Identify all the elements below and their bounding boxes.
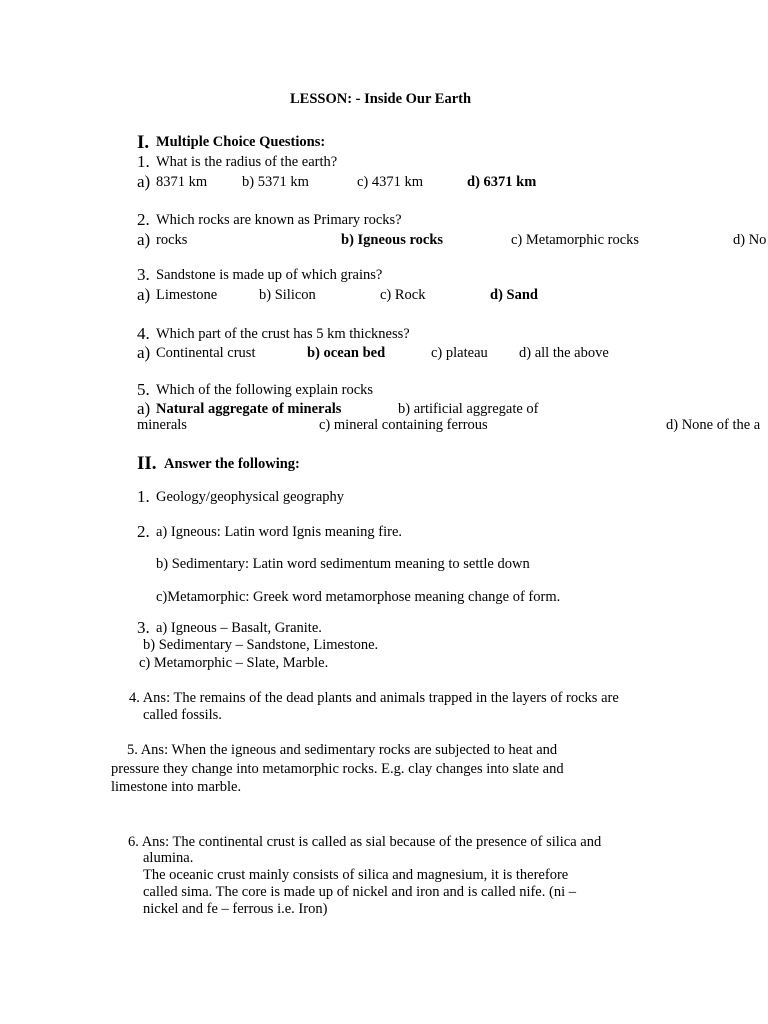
answer-4-line-2: called fossils. [143, 707, 222, 723]
answer-5-line-3: limestone into marble. [111, 779, 242, 795]
question-1-option-a-letter: a) [137, 172, 151, 191]
question-5-option-a: Natural aggregate of minerals [156, 401, 342, 417]
answer-6-line-5: nickel and fe – ferrous i.e. Iron) [143, 901, 328, 917]
question-3-number: 3. [137, 265, 150, 284]
question-2-option-a: rocks [156, 232, 188, 248]
answer-5-line-2: pressure they change into metamorphic rocks. E.g. clay changes into slate and [111, 761, 564, 777]
answer-1-text: Geology/geophysical geography [156, 489, 345, 505]
answer-2-number: 2. [137, 522, 150, 541]
question-5-option-b: b) artificial aggregate of [398, 401, 539, 417]
question-3-option-a: Limestone [156, 287, 218, 303]
answer-3-line-3: c) Metamorphic – Slate, Marble. [139, 655, 329, 671]
section-1-numeral: I. [137, 132, 150, 153]
section-1-heading: Multiple Choice Questions: [156, 134, 326, 150]
answer-5-line-1: 5. Ans: When the igneous and sedimentary rocks are subjected to heat and [127, 742, 558, 758]
question-1-option-d: d) 6371 km [467, 174, 537, 190]
question-3-option-a-letter: a) [137, 285, 151, 304]
answer-1-number: 1. [137, 487, 150, 506]
question-1-option-c: c) 4371 km [357, 174, 424, 190]
question-5-text: Which of the following explain rocks [156, 382, 374, 398]
question-2-number: 2. [137, 210, 150, 229]
answer-4-line-1: 4. Ans: The remains of the dead plants and animals trapped in the layers of rocks are [129, 690, 619, 706]
answer-3-line-1: a) Igneous – Basalt, Granite. [156, 620, 322, 636]
question-5-option-a-letter: a) [137, 399, 151, 418]
question-4-option-c: c) plateau [431, 345, 488, 361]
answer-3-line-2: b) Sedimentary – Sandstone, Limestone. [143, 637, 379, 653]
question-4-option-b: b) ocean bed [307, 345, 386, 361]
answer-6-line-1: 6. Ans: The continental crust is called as sial because of the presence of silica and [128, 834, 602, 850]
question-1-option-b: b) 5371 km [242, 174, 309, 190]
question-3-option-c: c) Rock [380, 287, 426, 303]
page-title: LESSON: - Inside Our Earth [290, 91, 472, 107]
answer-6-line-3: The oceanic crust mainly consists of silica and magnesium, it is therefore [143, 867, 569, 883]
question-3-text: Sandstone is made up of which grains? [156, 267, 383, 283]
question-5-option-c: c) mineral containing ferrous [319, 417, 488, 433]
question-4-option-d: d) all the above [519, 345, 609, 361]
question-4-option-a: Continental crust [156, 345, 256, 361]
question-2-option-d: d) No [733, 232, 767, 248]
question-4-option-a-letter: a) [137, 343, 151, 362]
question-2-option-a-letter: a) [137, 230, 151, 249]
question-4-number: 4. [137, 324, 150, 343]
question-3-option-b: b) Silicon [259, 287, 316, 303]
question-2-option-b: b) Igneous rocks [341, 232, 444, 248]
question-1-option-a: 8371 km [156, 174, 208, 190]
question-4-text: Which part of the crust has 5 km thickness? [156, 326, 410, 342]
question-1-text: What is the radius of the earth? [156, 154, 338, 170]
question-5-option-d: d) None of the a [666, 417, 761, 433]
question-3-option-d: d) Sand [490, 287, 538, 303]
answer-2-line-3: c)Metamorphic: Greek word metamorphose meaning change of form. [156, 589, 561, 605]
answer-2-line-2: b) Sedimentary: Latin word sedimentum meaning to settle down [156, 556, 530, 572]
answer-6-line-2: alumina. [143, 850, 194, 866]
answer-2-line-1: a) Igneous: Latin word Ignis meaning fire. [156, 524, 403, 540]
question-2-option-c: c) Metamorphic rocks [511, 232, 640, 248]
question-2-text: Which rocks are known as Primary rocks? [156, 212, 402, 228]
answer-3-number: 3. [137, 618, 150, 637]
question-5-option-b-cont: minerals [137, 417, 187, 433]
question-5-number: 5. [137, 380, 150, 399]
question-1-number: 1. [137, 152, 150, 171]
section-2-numeral: II. [137, 453, 157, 474]
section-2-heading: Answer the following: [164, 456, 300, 472]
answer-6-line-4: called sima. The core is made up of nickel and iron and is called nife. (ni – [143, 884, 576, 900]
